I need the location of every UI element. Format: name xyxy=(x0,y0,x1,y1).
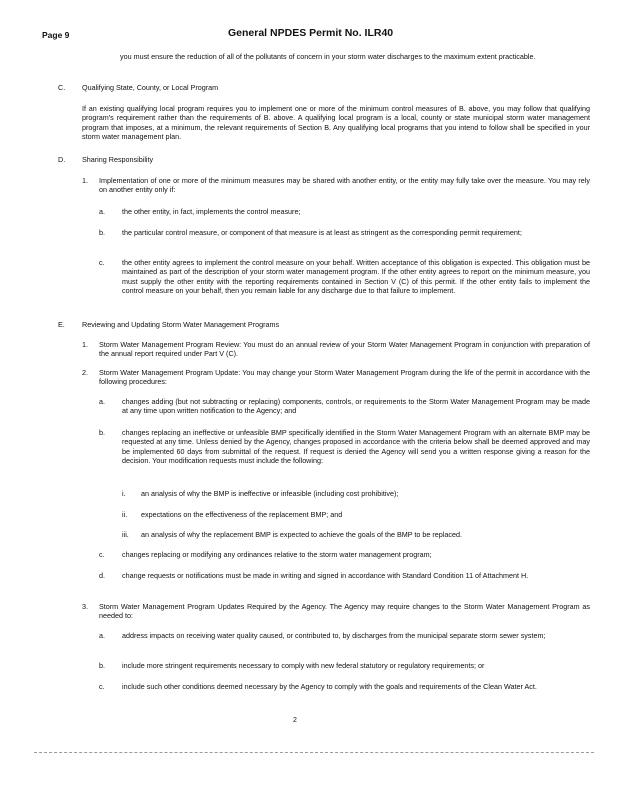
section-d-item1-a-label: a. xyxy=(99,207,105,216)
section-d-item1-a-text: the other entity, in fact, implements the control measure; xyxy=(122,207,301,216)
section-c-heading: Qualifying State, County, or Local Program xyxy=(82,83,219,92)
section-d-item1-b-label: b. xyxy=(99,228,105,237)
section-e-item2-b-label: b. xyxy=(99,428,105,437)
section-e-item2-b-i-text: an analysis of why the BMP is ineffective or infeasible (including cost prohibitive); xyxy=(141,489,399,498)
section-e-item2-d-text: change requests or notifications must be made in writing and signed in accordance with Standard Condition 11 of Attachment H. xyxy=(122,571,529,580)
section-e-item2-c-text: changes replacing or modifying any ordinances relative to the storm water management program; xyxy=(122,550,432,559)
section-e-item1-num: 1. xyxy=(82,340,88,349)
page-title: General NPDES Permit No. ILR40 xyxy=(228,27,394,39)
section-e-item3-a-label: a. xyxy=(99,631,105,640)
section-e-item2-text: Storm Water Management Program Update: You may change your Storm Water Management Program during the life of the permit in accordance with the following procedures: xyxy=(99,368,590,387)
section-e-item2-b-ii-label: ii. xyxy=(122,510,128,519)
intro-continuation: you must ensure the reduction of all of the pollutants of concern in your storm water discharges to the maximum extent practicable. xyxy=(120,52,536,61)
section-d-item1-text: Implementation of one or more of the minimum measures may be shared with another entity, or the entity may fully take over the measure. You may rely on another entity only if: xyxy=(99,176,590,195)
section-e-heading: Reviewing and Updating Storm Water Management Programs xyxy=(82,320,280,329)
section-e-item3-num: 3. xyxy=(82,602,88,611)
section-d-letter: D. xyxy=(58,155,66,164)
section-e-item2-a-text: changes adding (but not subtracting or replacing) components, controls, or requirements to the Storm Water Management Program may be made at any time upon written notification to the Agency; and xyxy=(122,397,590,416)
page-label: Page 9 xyxy=(42,30,70,40)
section-e-item3-c-label: c. xyxy=(99,682,105,691)
section-e-item3-text: Storm Water Management Program Updates Required by the Agency. The Agency may require changes to the Storm Water Management Program as needed to: xyxy=(99,602,590,621)
section-e-item2-b-ii-text: expectations on the effectiveness of the replacement BMP; and xyxy=(141,510,343,519)
section-e-letter: E. xyxy=(58,320,65,329)
section-e-item1-text: Storm Water Management Program Review: You must do an annual review of your Storm Water Management Program in conjunction with preparation of the annual report required under Part V (C). xyxy=(99,340,590,359)
section-e-item2-a-label: a. xyxy=(99,397,105,406)
section-e-item2-c-label: c. xyxy=(99,550,105,559)
section-e-item2-b-iii-label: iii. xyxy=(122,530,129,539)
section-e-item2-b-iii-text: an analysis of why the replacement BMP is expected to achieve the goals of the BMP to be replaced. xyxy=(141,530,462,539)
section-e-item3-a-text: address impacts on receiving water quality caused, or contributed to, by discharges from the municipal separate storm sewer system; xyxy=(122,631,546,640)
section-c-letter: C. xyxy=(58,83,66,92)
section-e-item2-num: 2. xyxy=(82,368,88,377)
scan-noise-line xyxy=(34,752,594,753)
section-c-body: If an existing qualifying local program requires you to implement one or more of the minimum control measures of B. above, you may follow that qualifying program's requirement rather than the requirements of B. above. A qualifying local program is a local, county or state municipal storm water management program that imposes, at a minimum, the relevant requirements of Section B. Any qualifying local programs that you intend to follow shall be specified in your storm water management plan. xyxy=(82,104,590,142)
section-e-item3-b-label: b. xyxy=(99,661,105,670)
page-number: 2 xyxy=(293,717,297,724)
section-d-item1-c-label: c. xyxy=(99,258,105,267)
section-e-item2-b-text: changes replacing an ineffective or unfeasible BMP specifically identified in the Storm Water Management Program with an alternate BMP may be requested at any time. Unless denied by the Agency, changes proposed in accordance with the criteria below shall be deemed approved and may be implemented 60 days from submittal of the request. If request is denied the Agency will send you a written response giving a reason for the decision. Your modification requests must include the following: xyxy=(122,428,590,466)
section-e-item2-d-label: d. xyxy=(99,571,105,580)
section-d-item1-num: 1. xyxy=(82,176,88,185)
section-e-item3-b-text: include more stringent requirements necessary to comply with new federal statutory or regulatory requirements; or xyxy=(122,661,485,670)
section-d-item1-b-text: the particular control measure, or component of that measure is at least as stringent as the corresponding permit requirement; xyxy=(122,228,522,237)
section-d-heading: Sharing Responsibility xyxy=(82,155,154,164)
section-e-item2-b-i-label: i. xyxy=(122,489,126,498)
section-d-item1-c-text: the other entity agrees to implement the control measure on your behalf. Written acceptance of this obligation is expected. This obligation must be maintained as part of the description of your storm water management program. If the other entity agrees to report on the minimum measure, you must supply the other entity with the reporting requirements contained in Section V (C) of this permit. If the other entity fails to implement the control measure on your behalf, then you remain liable for any discharge due to that failure to implement. xyxy=(122,258,590,296)
section-e-item3-c-text: include such other conditions deemed necessary by the Agency to comply with the goals and requirements of the Clean Water Act. xyxy=(122,682,537,691)
